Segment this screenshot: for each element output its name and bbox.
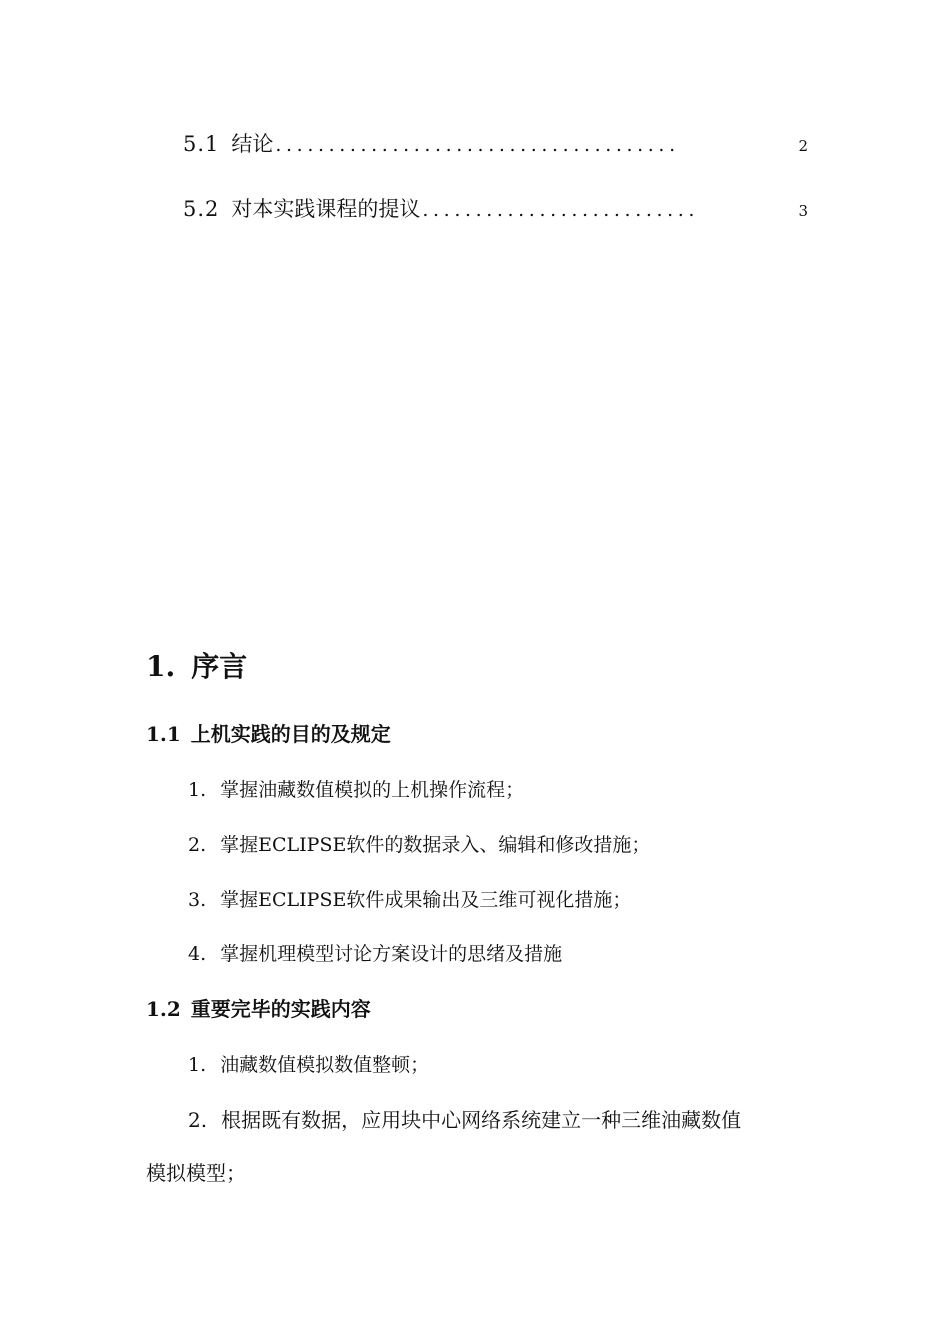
heading-title: 上机实践的目的及规定 <box>190 722 391 746</box>
heading-section-1-1 <box>146 718 391 747</box>
toc-page-number: 3 <box>798 202 808 220</box>
list-item <box>188 1050 429 1077</box>
toc-title: 对本实践课程的提议 <box>231 197 421 221</box>
list-item <box>188 939 562 966</box>
list-item-paragraph <box>146 1104 810 1210</box>
heading-number: 1.1 <box>146 722 181 746</box>
toc-page-number: 2 <box>798 137 808 155</box>
list-item-text: 掌握油藏数值模拟的上机操作流程； <box>220 779 525 801</box>
toc-number: 5.2 <box>183 197 220 221</box>
list-item-number: 2. <box>188 834 207 856</box>
list-item-text: 根据既有数据，应用块中心网络系统建立一种三维油藏数值 <box>221 1108 742 1132</box>
list-item <box>188 830 650 857</box>
heading-title: 序言 <box>191 650 248 683</box>
toc-title: 结论 <box>231 132 274 156</box>
list-item-text: 油藏数值模拟数值整顿； <box>220 1054 430 1076</box>
list-item <box>188 775 524 802</box>
list-item-number: 4. <box>188 943 207 965</box>
heading-section-1-2 <box>146 993 371 1022</box>
toc-number: 5.1 <box>183 132 220 156</box>
toc-leader-dots: ...................................... <box>275 134 680 156</box>
list-item-number: 1. <box>188 1054 207 1076</box>
list-item <box>188 885 631 912</box>
list-item-text: 掌握机理模型讨论方案设计的思绪及措施 <box>220 943 563 965</box>
list-item-number: 3. <box>188 889 207 911</box>
toc-entry-5-2[interactable] <box>183 193 808 223</box>
toc-leader-dots: .......................... <box>422 199 700 221</box>
toc-entry-5-1[interactable] <box>183 128 808 158</box>
list-item-text: 掌握ECLIPSE软件的数据录入、编辑和修改措施； <box>220 834 651 856</box>
list-item-number: 2. <box>188 1108 208 1132</box>
heading-number: 1. <box>146 650 176 683</box>
paragraph-line: 模拟模型； <box>146 1161 246 1185</box>
list-item-number: 1. <box>188 779 207 801</box>
heading-title: 重要完毕的实践内容 <box>190 997 371 1021</box>
heading-number: 1.2 <box>146 997 181 1021</box>
heading-section-1 <box>146 645 247 685</box>
paragraph-line <box>146 1104 810 1157</box>
list-item-text: 掌握ECLIPSE软件成果输出及三维可视化措施； <box>220 889 632 911</box>
